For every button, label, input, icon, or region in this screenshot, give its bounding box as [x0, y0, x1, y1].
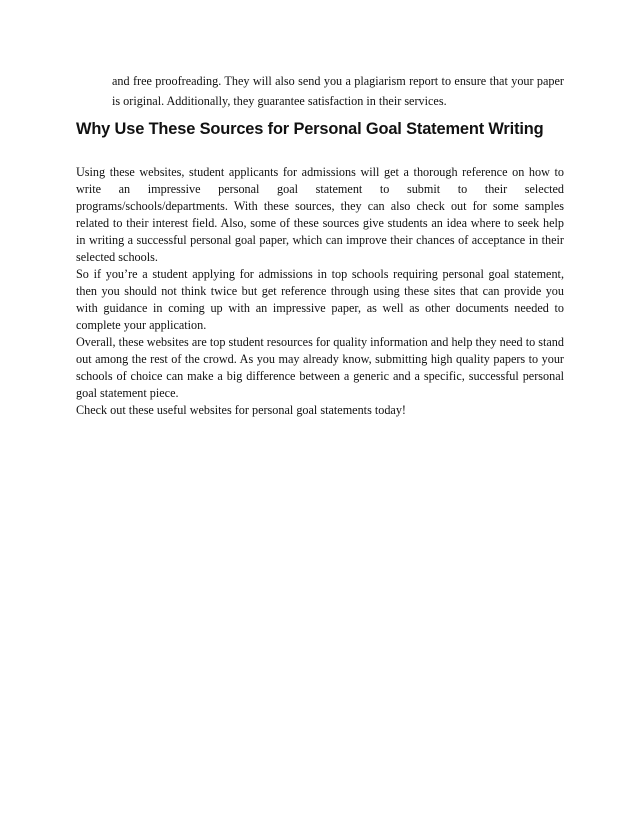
paragraph-overall: Overall, these websites are top student resources for quality information and help they need to stand out among the rest of the crowd. As you may already know, submitting high quality papers to your schools of choice can make a big difference between a generic and a specific, successful personal goal statement piece. [76, 335, 564, 400]
paragraph-student-applying: So if you’re a student applying for admissions in top schools requiring personal goal statement, then you should not think twice but get reference through using these sites that can provide you with guidance in coming up with an impressive paper, as well as other documents needed to complete your application. [76, 267, 564, 332]
section-heading: Why Use These Sources for Personal Goal Statement Writing [76, 120, 544, 138]
paragraph-closing: Check out these useful websites for personal goal statements today! [76, 403, 406, 417]
paragraph-websites-reference: Using these websites, student applicants for admissions will get a thorough reference on how to write an impressive personal goal statement to submit to their selected programs/schools/departments. With these sources, they can also check out for some samples related to their interest field. Also, some of these sources give students an idea where to seek help in writing a successful personal goal paper, which can improve their chances of acceptance in their selected schools. [76, 165, 564, 264]
continuation-paragraph: and free proofreading. They will also send you a plagiarism report to ensure that your paper is original. Additionally, they guarantee satisfaction in their services. [112, 74, 564, 108]
